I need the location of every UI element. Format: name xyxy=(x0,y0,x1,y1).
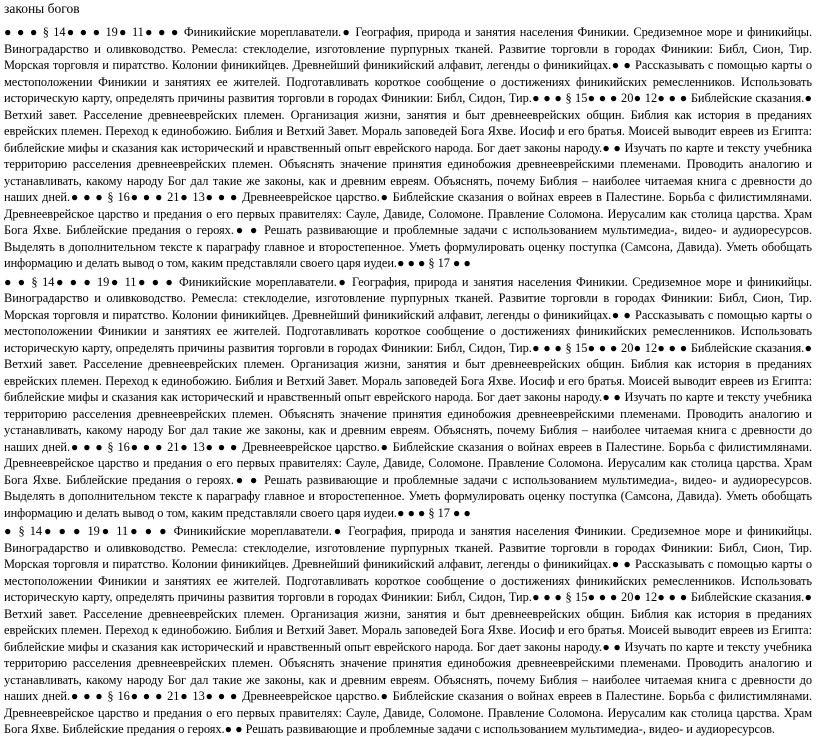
paragraph-2-body: Финикийские мореплаватели.● География, природа и занятия населения Финикии. Средиземное море и финикийцы. Виноградарство и оливководство. Ремесла: стеклоделие, изготовление пурпурных тканей. Развитие торговли в городах Финикии: Библ, Сион, Тир. Морская торговля и пиратство. Колонии финикийцев. Древнейший финикийский алфавит, легенды о финикийцах.● ● Рассказывать с помощью карты о местоположении Финикии и занятиях ее жителей. Подготавливать короткое сообщение о достижениях финикийских ремесленников. Использовать историческую карту, определять причины развития торговли в городах Финикии: Библ, Сидон, Тир.● ● ● § 15● ● ● 20● 12● ● ● Библейские сказания.● Ветхий завет. Расселение древнееврейских племен. Организация жизни, занятия и быт древнееврейских общин. Библия как история в преданиях еврейских племен. Переход к единобожию. Библия и Ветхий Завет. Мораль заповедей Бога Яхве. Иосиф и его братья. Моисей выводит евреев из Египта: библейские мифы и сказания как исторический и нравственный опыт еврейского народа. Бог дает законы народу.● ● Изучать по карте и тексту учебника территорию расселения древнееврейских племен. Объяснять значение принятия единобожия древнееврейскими племенами. Проводить аналогию и устанавливать, какому народу Бог дал такие же законы, как и древним евреям. Объяснять, почему Библия – наиболее читаемая книга с древности до наших дней.● ● ● § 16● ● ● 21● 13● ● ● Древнееврейское царство.● Библейские сказания о войнах евреев в Палестине. Борьба с филистимлянами. Древнееврейское царство и предания о его первых правителях: Сауле, Давиде, Соломоне. Правление Соломона. Иерусалим как столица царства. Храм Бога Яхве. Библейские предания о героях.● ● Решать развивающие и проблемные задачи с использованием мультимедиа-, видео- и аудиоресурсов. Выделять в дополнительном тексте к параграфу главное и второстепенное. Уметь формулировать оценку поступка (Самсона, Давида). Уметь обобщать информацию и делать вывод о том, каким представляли своего царя иудеи.● ● ● § 17 ● ● xyxy=(4,274,812,520)
paragraph-3-body: Финикийские мореплаватели.● География, природа и занятия населения Финикии. Средиземное море и финикийцы. Виноградарство и оливководство. Ремесла: стеклоделие, изготовление пурпурных тканей. Развитие торговли в городах Финикии: Библ, Сион, Тир. Морская торговля и пиратство. Колонии финикийцев. Древнейший финикийский алфавит, легенды о финикийцах.● ● Рассказывать с помощью карты о местоположении Финикии и занятиях ее жителей. Подготавливать короткое сообщение о достижениях финикийских ремесленников. Использовать историческую карту, определять причины развития торговли в городах Финикии: Библ, Сидон, Тир.● ● ● § 15● ● ● 20● 12● ● ● Библейские сказания.● Ветхий завет. Расселение древнееврейских племен. Организация жизни, занятия и быт древнееврейских общин. Библия как история в преданиях еврейских племен. Переход к единобожию. Библия и Ветхий Завет. Мораль заповедей Бога Яхве. Иосиф и его братья. Моисей выводит евреев из Египта: библейские мифы и сказания как исторический и нравственный опыт еврейского народа. Бог дает законы народу.● ● Изучать по карте и тексту учебника территорию расселения древнееврейских племен. Объяснять значение принятия единобожия древнееврейскими племенами. Проводить аналогию и устанавливать, какому народу Бог дал такие же законы, как и древним евреям. Объяснять, почему Библия – наиболее читаемая книга с древности до наших дней.● ● ● § 16● ● ● 21● 13● ● ● Древнееврейское царство.● Библейские сказания о войнах евреев в Палестине. Борьба с филистимлянами. Древнееврейское царство и предания о его первых правителях: Сауле, Давиде, Соломоне. Правление Соломона. Иерусалим как столица царства. Храм Бога Яхве. Библейские предания о героях.● ● Решать развивающие и проблемные задачи с использованием мультимедиа-, видео- и аудиоресурсов. xyxy=(4,524,813,736)
paragraph-1-body: Финикийские мореплаватели.● География, природа и занятия населения Финикии. Средиземное море и финикийцы. Виноградарство и оливководство. Ремесла: стеклоделие, изготовление пурпурных тканей. Развитие торговли в городах Финикии: Библ, Сион, Тир. Морская торговля и пиратство. Колонии финикийцев. Древнейший финикийский алфавит, легенды о финикийцах.● ● Рассказывать с помощью карты о местоположении Финикии и занятиях ее жителей. Подготавливать короткое сообщение о достижениях финикийских ремесленников. Использовать историческую карту, определять причины развития торговли в городах Финикии: Библ, Сидон, Тир.● ● ● § 15● ● ● 20● 12● ● ● Библейские сказания.● Ветхий завет. Расселение древнееврейских племен. Организация жизни, занятия и быт древнееврейских общин. Библия как история в преданиях еврейских племен. Переход к единобожию. Библия и Ветхий Завет. Мораль заповедей Бога Яхве. Иосиф и его братья. Моисей выводит евреев из Египта: библейские мифы и сказания как исторический и нравственный опыт еврейского народа. Бог дает законы народу.● ● Изучать по карте и тексту учебника территорию расселения древнееврейских племен. Объяснять значение принятия единобожия древнееврейскими племенами. Проводить аналогию и устанавливать, какому народу Бог дал такие же законы, как и древним евреям. Объяснять, почему Библия – наиболее читаемая книга с древности до наших дней.● ● ● § 16● ● ● 21● 13● ● ● Древнееврейское царство.● Библейские сказания о войнах евреев в Палестине. Борьба с филистимлянами. Древнееврейское царство и предания о его первых правителях: Сауле, Давиде, Соломоне. Правление Соломона. Иерусалим как столица царства. Храм Бога Яхве. Библейские предания о героях.● ● Решать развивающие и проблемные задачи с использованием мультимедиа-, видео- и аудиоресурсов. Выделять в дополнительном тексте к параграфу главное и второстепенное. Уметь формулировать оценку поступка (Самсона, Давида). Уметь обобщать информацию и делать вывод о том, каким представляли своего царя иудеи.● ● ● § 17 ● ● xyxy=(4,25,813,270)
paragraph-1-head: ● ● ● § 14● ● ● 19● 11● ● ● xyxy=(4,25,184,39)
paragraph-2 xyxy=(4,274,812,522)
paragraph-3-head: ● § 14● ● ● 19● 11● ● ● xyxy=(4,524,174,538)
paragraph-3 xyxy=(4,523,812,738)
page-title: законы богов xyxy=(4,1,80,16)
paragraph-2-head: ● ● § 14● ● ● 19● 11● ● ● xyxy=(4,274,180,289)
paragraph-1 xyxy=(4,24,812,272)
